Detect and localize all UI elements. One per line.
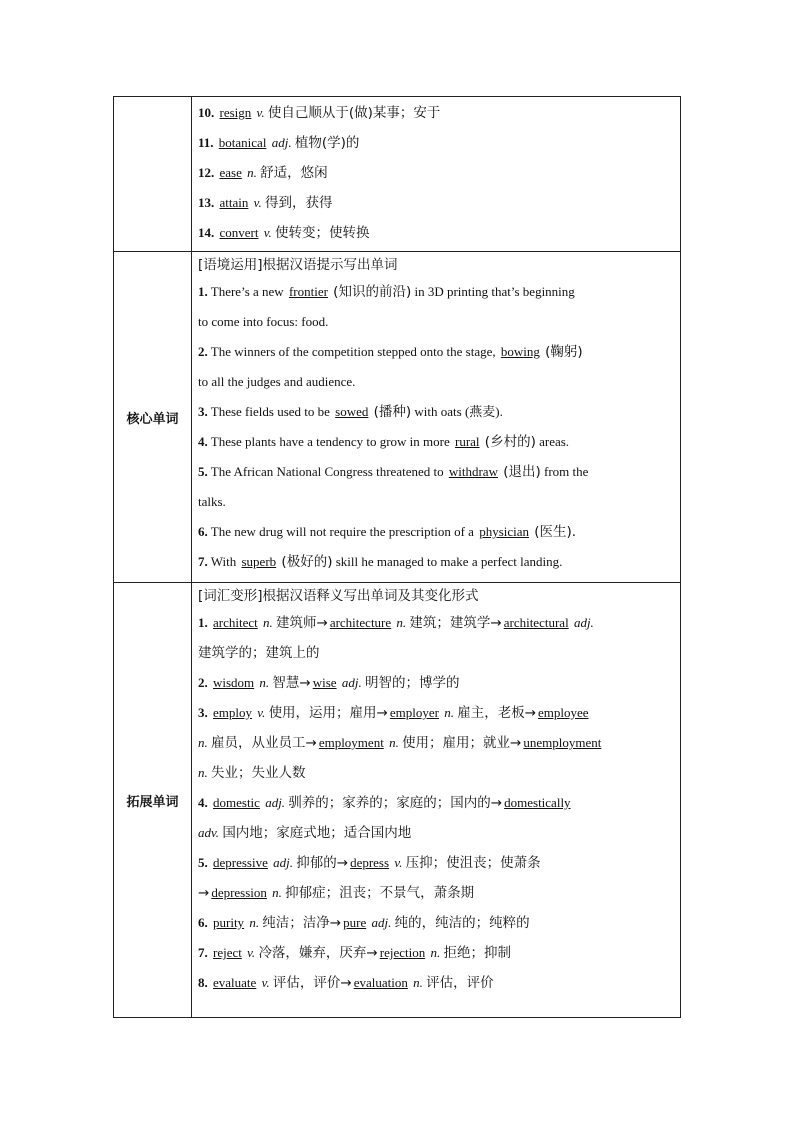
section-heading: [语境运用]根据汉语提示写出单词 [198,257,398,273]
answer-blank: depress [350,855,390,870]
answer-blank: employment [318,735,384,750]
sentence-list [192,252,681,583]
meaning-continuation: 建筑学的；建筑上的 [198,645,320,661]
item-number: 8. [198,975,208,990]
part-of-speech: n. [259,675,270,690]
answer-blank: purity [213,915,245,930]
table-row [114,97,681,252]
table-row [114,252,681,583]
answer-blank: bowing [500,344,540,359]
list-item [198,337,674,367]
item-number: 2. [198,675,208,690]
list-item-continuation [198,728,674,758]
answer-blank: domestically [504,795,571,810]
item-number: 3. [198,705,208,720]
item-number: 5. [198,464,208,479]
answer-blank: employ [213,705,252,720]
meaning: 驯养的；家养的；家庭的；国内的→ [288,795,503,811]
answer-blank: frontier [288,284,328,299]
sentence-text: with oats (燕麦). [414,404,503,419]
answer-blank: attain [219,195,249,210]
part-of-speech: adv. [198,825,220,840]
word-forms-list [192,583,681,1018]
item-number: 6. [198,524,208,539]
part-of-speech: n. [198,765,208,780]
part-of-speech: n. [444,705,454,720]
item-number: 4. [198,795,208,810]
meaning: 拒绝；抑制 [443,945,511,961]
item-number: 4. [198,434,208,449]
meaning: 评估，评价→ [272,975,352,991]
list-item [198,608,674,638]
item-number: 13. [198,195,215,210]
item-number: 5. [198,855,208,870]
meaning: 压抑；使沮丧；使萧条 [405,855,541,871]
part-of-speech: n. [198,735,208,750]
item-number: 12. [198,165,215,180]
answer-blank: ease [219,165,242,180]
list-item [198,188,674,218]
item-number: 11. [198,135,214,150]
answer-blank: domestic [213,795,260,810]
sentence-text: areas. [539,434,570,449]
item-number: 14. [198,225,215,240]
answer-blank: withdraw [448,464,498,479]
meaning: 使自己顺从于(做)某事；安于 [267,105,441,121]
row-label [114,97,192,252]
answer-blank: wisdom [213,675,255,690]
sentence-text: in 3D printing that’s beginning [414,284,575,299]
answer-blank: sowed [335,404,369,419]
item-number: 1. [198,284,208,299]
list-item [198,908,674,938]
hint: (鞠躬) [545,344,583,360]
part-of-speech: v. [247,945,256,960]
part-of-speech: v. [261,975,270,990]
row-label: 核心单词 [114,252,192,583]
answer-blank: botanical [218,135,267,150]
meaning: 雇主，老板→ [457,705,537,721]
list-item [198,698,674,728]
part-of-speech: n. [413,975,423,990]
sentence-text: skill he managed to make a perfect landing. [335,554,563,569]
part-of-speech: adj. [265,795,286,810]
list-item [198,517,674,547]
list-item-continuation [198,818,674,848]
list-item [198,397,674,427]
sentence-continuation: to all the judges and audience. [198,374,356,389]
hint: (知识的前沿) [333,284,412,300]
sentence-text: The winners of the competition stepped onto the stage, [210,344,496,359]
part-of-speech: adj. [273,855,293,870]
part-of-speech: adj. [271,135,292,150]
part-of-speech: n. [272,885,282,900]
sentence-text: There’s a new [210,284,284,299]
answer-blank: architect [213,615,258,630]
list-item [198,427,674,457]
sentence-continuation: to come into focus: food. [198,314,329,329]
hint: (退出) [503,464,541,480]
list-item [198,98,674,128]
meaning: 植物(学)的 [294,135,360,151]
hint: (播种) [373,404,412,420]
meaning: 得到，获得 [264,195,333,211]
meaning: 舒适，悠闲 [260,165,328,181]
sentence-text: These plants have a tendency to grow in more [210,434,450,449]
meaning: 智慧→ [272,675,311,691]
answer-blank: resign [219,105,252,120]
list-item [198,938,674,968]
item-number: 6. [198,915,208,930]
hint: (极好的) [281,554,333,570]
part-of-speech: v. [257,705,266,720]
table-row [114,583,681,1018]
list-item [198,848,674,878]
meaning: 纯的，纯洁的；纯粹的 [394,915,530,931]
answer-blank: evaluate [213,975,257,990]
sentence-text: from the [544,464,589,479]
answer-blank: depressive [213,855,268,870]
meaning: 抑郁的→ [296,855,349,871]
meaning: 抑郁症；沮丧；不景气，萧条期 [285,885,475,901]
sentence-text: These fields used to be [210,404,330,419]
list-item [198,218,674,248]
sentence-text: The new drug will not require the prescription of a [210,524,474,539]
list-item [198,668,674,698]
part-of-speech: n. [389,735,399,750]
answer-blank: architectural [503,615,569,630]
meaning: 评估，评价 [426,975,494,991]
sentence-text: With [210,554,237,569]
answer-blank: reject [213,945,242,960]
part-of-speech: adj. [573,615,594,630]
word-list [192,97,681,252]
list-item-continuation [198,758,674,788]
meaning: 使用，运用；雇用→ [268,705,388,721]
answer-blank: pure [343,915,367,930]
answer-blank: wise [312,675,337,690]
row-label: 拓展单词 [114,583,192,1018]
answer-blank: evaluation [353,975,408,990]
section-heading: [词汇变形]根据汉语释义写出单词及其变化形式 [198,588,479,604]
list-item [198,158,674,188]
meaning: 纯洁；洁净→ [262,915,342,931]
sentence-text: The African National Congress threatened to [210,464,444,479]
meaning: 使转变；使转换 [275,225,370,241]
meaning: 明智的；博学的 [364,675,460,691]
list-item-continuation [198,878,674,908]
part-of-speech: n. [249,915,260,930]
part-of-speech: v. [253,195,262,210]
answer-blank: convert [219,225,259,240]
meaning: 雇员，从业员工→ [211,735,317,751]
part-of-speech: n. [247,165,257,180]
item-number: 2. [198,344,208,359]
item-number: 7. [198,554,208,569]
part-of-speech: adj. [341,675,362,690]
answer-blank: employee [538,705,589,720]
part-of-speech: n. [430,945,441,960]
meaning: 建筑；建筑学→ [409,615,502,631]
part-of-speech: v. [394,855,403,870]
item-number: 3. [198,404,208,419]
answer-blank: rural [455,434,480,449]
list-item [198,457,674,487]
answer-blank: unemployment [523,735,602,750]
answer-blank: physician [479,524,530,539]
meaning: 失业；失业人数 [211,765,306,781]
answer-blank: superb [241,554,277,569]
item-number: 7. [198,945,208,960]
list-item [198,547,674,577]
part-of-speech: v. [263,225,272,240]
part-of-speech: n. [263,615,273,630]
part-of-speech: n. [396,615,407,630]
meaning: 冷落，嫌弃，厌弃→ [258,945,378,961]
part-of-speech: adj. [371,915,392,930]
answer-blank: depression [211,885,267,900]
list-item [198,968,674,998]
answer-blank: employer [389,705,439,720]
sentence-continuation: talks. [198,494,226,509]
answer-blank: architecture [329,615,392,630]
part-of-speech: v. [256,105,265,120]
item-number: 1. [198,615,208,630]
item-number: 10. [198,105,215,120]
list-item [198,277,674,307]
list-item [198,128,674,158]
vocabulary-table [113,96,681,1018]
answer-blank: rejection [379,945,426,960]
meaning: 使用；雇用；就业→ [402,735,522,751]
list-item [198,788,674,818]
meaning: 建筑师→ [276,615,328,631]
hint: (乡村的) [484,434,536,450]
meaning: 国内地；家庭式地；适合国内地 [222,825,412,841]
hint: (医生). [534,524,577,540]
arrow: → [198,885,210,901]
